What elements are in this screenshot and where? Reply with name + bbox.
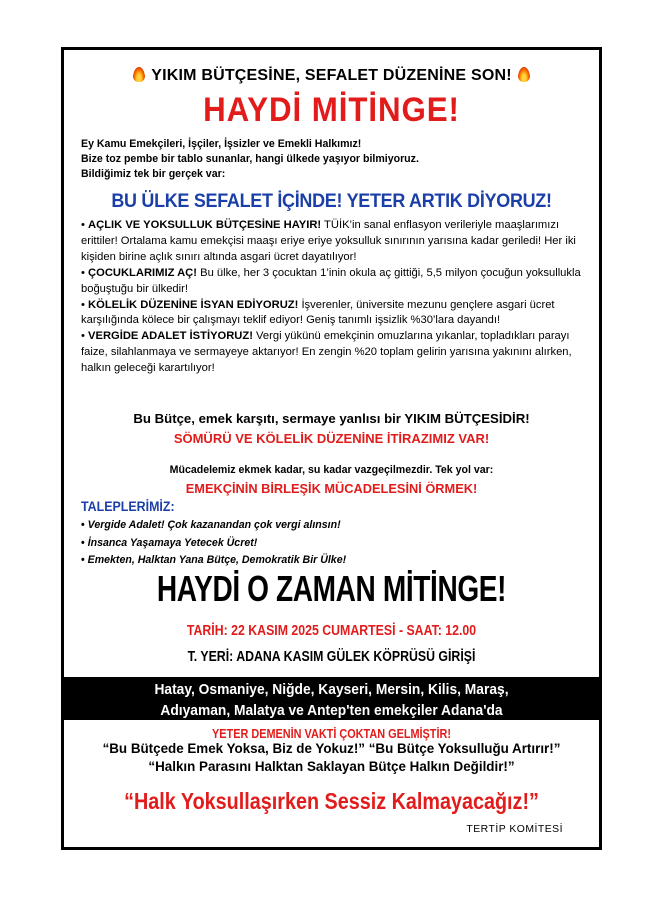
- budget-statement: Bu Bütçe, emek karşıtı, sermaye yanlısı bir YIKIM BÜTÇESİDİR!: [133, 411, 530, 426]
- cities-line: Adıyaman, Malatya ve Antep'ten emekçiler Adana'da: [160, 702, 503, 719]
- bullet-item: • KÖLELİK DÜZENİNE İSYAN EDİYORUZ! İşverenler, üniversite mezunu gençlere asgari ücret karşılığında kölece bir çalışmayı teklif ediyor! Geniş tanımlı işsizlik %30’lara dayandı!: [81, 298, 555, 327]
- bullet-item: • AÇLIK VE YOKSULLUK BÜTÇESİNE HAYIR! TÜİK’in sanal enflasyon verileriyle maaşlarımızı erittiler! Ortalama kamu emekçisi maaşı eriye eriye yoksulluk sınırının yarısına kadar geriledi! Her iki kişiden birine açlık sınırı altında asgari ücret dayatılıyor!: [81, 219, 576, 263]
- demands-title: TALEPLERİMİZ:: [81, 499, 175, 514]
- top-title: YIKIM BÜTÇESİNE, SEFALET DÜZENİNE SON!: [64, 67, 599, 85]
- cities-line: Hatay, Osmaniye, Niğde, Kayseri, Mersin, Kilis, Maraş,: [154, 681, 509, 698]
- cities-band: [64, 677, 599, 720]
- signature: TERTİP KOMİTESİ: [466, 824, 563, 835]
- demands-list: [81, 517, 346, 570]
- flyer-frame: [61, 47, 602, 850]
- intro-line: Ey Kamu Emekçileri, İşçiler, İşsizler ve Emekli Halkımız!: [81, 138, 362, 150]
- fire-icon: [133, 67, 145, 82]
- closing-slogan: “Halk Yoksullaşırken Sessiz Kalmayacağız!”: [124, 788, 539, 814]
- intro-text: [81, 137, 551, 182]
- fire-icon: [518, 67, 530, 82]
- bullet-item: • VERGİDE ADALET İSTİYORUZ! Vergi yükünü emekçinin omuzlarına yıkanlar, topladıkları parayı faize, silahlanmaya ve sermayeye aktarıyor! En zengin %20 toplam gelirin yarısına yakınını alırken, halkın geleceği karartılıyor!: [81, 330, 572, 375]
- objection-line: SÖMÜRÜ VE KÖLELİK DÜZENİNE İTİRAZIMIZ VAR!: [173, 431, 490, 446]
- struggle-line: Mücadelemiz ekmek kadar, su kadar vazgeçilmezdir. Tek yol var:: [169, 464, 494, 476]
- unity-line: EMEKÇİNİN BİRLEŞİK MÜCADELESİNİ ÖRMEK!: [185, 481, 478, 496]
- slogan: “Bu Bütçede Emek Yoksa, Biz de Yokuz!” “Bu Bütçe Yoksulluğu Artırır!”: [102, 741, 561, 756]
- slogan: “Halkın Parasını Halktan Saklayan Bütçe Halkın Değildir!”: [148, 759, 515, 774]
- place-line: T. YERİ: ADANA KASIM GÜLEK KÖPRÜSÜ GİRİŞİ: [187, 649, 476, 665]
- demand-item: • İnsanca Yaşamaya Yetecek Ücret!: [81, 535, 346, 553]
- bullet-item: • ÇOCUKLARIMIZ AÇ! Bu ülke, her 3 çocuktan 1’inin okula aç gittiği, 5,5 milyon çocuğun yoksullukla boğuştuğu bir ülkedir!: [81, 266, 581, 295]
- intro-line: Bize toz pembe bir tablo sunanlar, hangi ülkede yaşıyor bilmiyoruz.: [81, 153, 419, 165]
- rally-title: HAYDİ O ZAMAN MİTİNGE!: [156, 568, 507, 609]
- intro-line: Bildiğimiz tek bir gerçek var:: [81, 168, 226, 180]
- demand-item: • Vergide Adalet! Çok kazanandan çok vergi alınsın!: [81, 517, 346, 535]
- bullet-list: [81, 218, 587, 377]
- time-line: YETER DEMENİN VAKTİ ÇOKTAN GELMİŞTİR!: [212, 726, 451, 741]
- main-title: HAYDİ MİTİNGE!: [203, 91, 460, 129]
- date-line: TARİH: 22 KASIM 2025 CUMARTESİ - SAAT: 12.00: [186, 623, 477, 639]
- demand-item: • Emekten, Halktan Yana Bütçe, Demokratik Bir Ülke!: [81, 552, 346, 570]
- blue-headline: BU ÜLKE SEFALET İÇİNDE! YETER ARTIK DİYORUZ!: [111, 190, 552, 212]
